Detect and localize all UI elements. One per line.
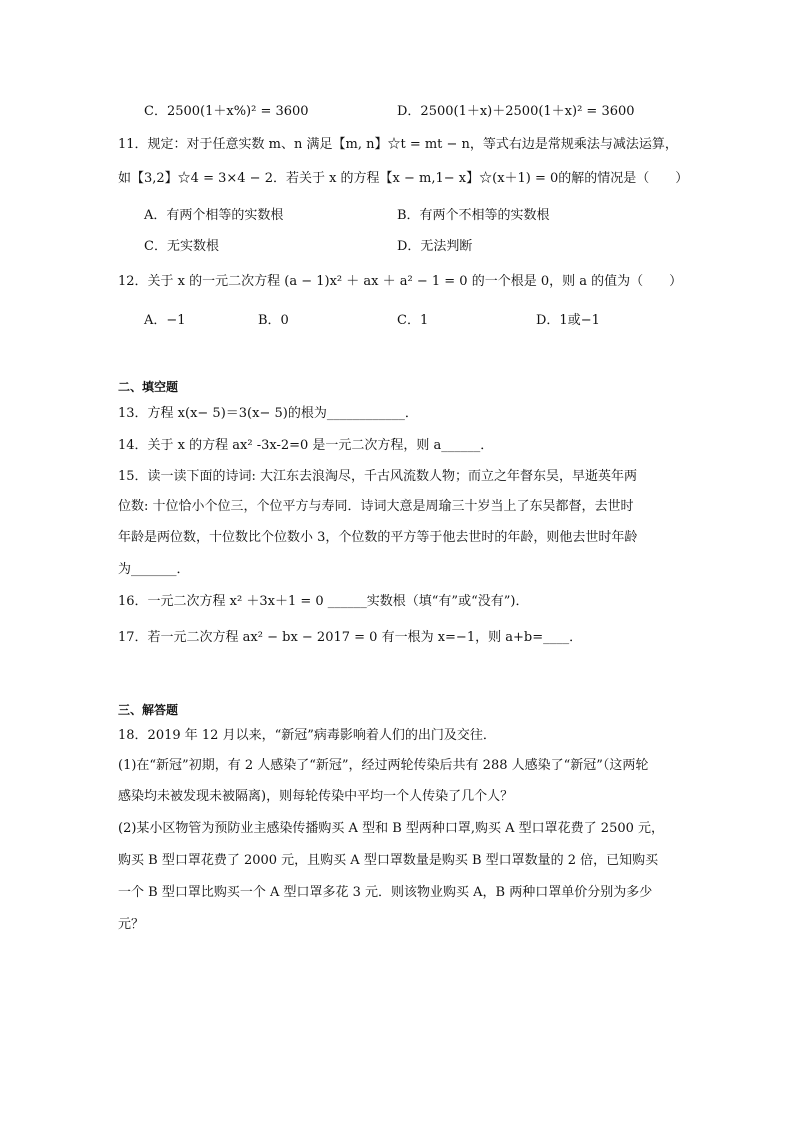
q10-option-c: C．2500(1＋x%)² = 3600 xyxy=(144,104,309,119)
q17-line: 17．若一元二次方程 ax² − bx − 2017 = 0 有一根为 x=−1，则 a+b=____． xyxy=(118,630,583,645)
q18-line-7: 元？ xyxy=(118,917,145,932)
q15-line-2: 位数: 十位恰小个位三，个位平方与寿同．诗词大意是周瑜三十岁当上了东吴都督，去世时 xyxy=(118,499,634,514)
q18-line-3: 感染均未被发现未被隔离)，则每轮传染中平均一个人传染了几个人？ xyxy=(118,789,514,804)
q15-line-4: 为_______． xyxy=(118,562,190,577)
q18-line-2: (1)在“新冠”初期，有 2 人感染了“新冠”，经过两轮传染后共有 288 人感染了“新冠”（这两轮 xyxy=(118,758,649,773)
q10-option-d: D．2500(1＋x)＋2500(1＋x)² = 3600 xyxy=(397,104,635,119)
q11-option-d: D．无法判断 xyxy=(397,239,473,254)
q12-option-c: C．1 xyxy=(397,313,429,328)
q18-line-4: (2)某小区物管为预防业主感染传播购买 A 型和 B 型两种口罩,购买 A 型口罩花费了 2500 元， xyxy=(118,821,665,836)
q18-line-1: 18．2019 年 12 月以来，“新冠”病毒影响着人们的出门及交往． xyxy=(118,728,496,743)
q15-line-1: 15．读一读下面的诗词: 大江东去浪淘尽，千古风流数人物；而立之年督东吴，早逝英年两 xyxy=(118,469,638,484)
q11-option-a: A．有两个相等的实数根 xyxy=(144,208,284,223)
q12-option-b: B．0 xyxy=(258,313,289,328)
q11-option-c: C．无实数根 xyxy=(144,239,219,254)
section-heading-fill-in: 二、填空题 xyxy=(118,380,179,394)
q11-line-2: 如【3,2】☆4 = 3×4 − 2．若关于 x 的方程【x − m,1− x】☆(x＋1) = 0的解的情况是（ ） xyxy=(118,171,689,186)
section-heading-solutions: 三、解答题 xyxy=(118,703,179,717)
q18-line-6: 一个 B 型口罩比购买一个 A 型口罩多花 3 元．则该物业购买 A，B 两种口罩单价分别为多少 xyxy=(118,885,653,900)
q12-option-d: D．1或−1 xyxy=(536,313,600,328)
q16-line: 16．一元二次方程 x² ＋3x＋1 = 0 ______实数根（填“有”或“没有”)． xyxy=(118,594,529,609)
q11-option-b: B．有两个不相等的实数根 xyxy=(397,208,550,223)
q11-line-1: 11．规定：对于任意实数 m、n 满足【m, n】☆t = mt − n，等式右边是常规乘法与减法运算， xyxy=(118,137,678,152)
q12-option-a: A．−1 xyxy=(144,313,186,328)
q14-line: 14．关于 x 的方程 ax² -3x-2=0 是一元二次方程，则 a______． xyxy=(118,438,494,453)
q15-line-3: 年龄是两位数，十位数比个位数小 3，个位数的平方等于他去世时的年龄，则他去世时年龄 xyxy=(118,530,638,545)
q12-line-1: 12．关于 x 的一元二次方程 (a − 1)x² ＋ ax ＋ a² − 1 = 0 的一个根是 0，则 a 的值为（ ） xyxy=(118,274,683,289)
q18-line-5: 购买 B 型口罩花费了 2000 元，且购买 A 型口罩数量是购买 B 型口罩数量的 2 倍，已知购买 xyxy=(118,853,659,868)
q13-line: 13．方程 x(x− 5)＝3(x− 5)的根为____________． xyxy=(118,406,418,421)
